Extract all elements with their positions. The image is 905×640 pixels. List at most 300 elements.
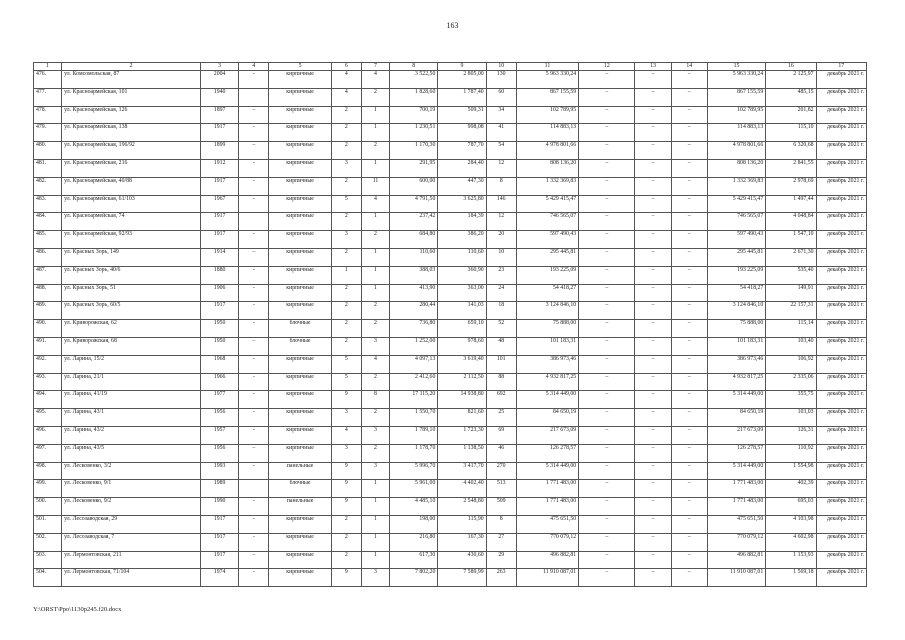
table-cell: ул. Лесозаводская, 29 — [62, 515, 201, 533]
table-cell: – — [671, 231, 707, 249]
table-cell: 101 183,31 — [516, 337, 578, 355]
table-cell: 5 — [331, 355, 361, 373]
table-cell: – — [635, 320, 671, 338]
column-number-cell: 16 — [766, 63, 816, 71]
table-cell: декабрь 2021 г. — [816, 71, 866, 89]
table-cell: 2 — [361, 88, 389, 106]
table-cell: 1917 — [200, 515, 238, 533]
table-cell: – — [579, 124, 635, 142]
table-cell: 481. — [34, 159, 62, 177]
table-cell: – — [635, 569, 671, 587]
table-cell: 1 789,10 — [390, 426, 438, 444]
table-cell: 9 — [331, 498, 361, 516]
table-cell: 867 155,59 — [707, 88, 765, 106]
table-cell: 1917 — [200, 533, 238, 551]
table-cell: 295 445,81 — [707, 248, 765, 266]
table-cell: кирпичные — [269, 195, 331, 213]
table-cell: 4 — [361, 71, 389, 89]
table-cell: – — [671, 444, 707, 462]
table-cell: декабрь 2021 г. — [816, 124, 866, 142]
table-cell: 495. — [34, 409, 62, 427]
table-cell: 497. — [34, 444, 62, 462]
table-cell: 106,92 — [766, 355, 816, 373]
table-cell: 447,30 — [438, 177, 486, 195]
table-cell: – — [635, 337, 671, 355]
table-cell: – — [635, 373, 671, 391]
table-cell: – — [579, 248, 635, 266]
table-cell: 1 — [331, 266, 361, 284]
table-cell: ул. Ларина, 43/2 — [62, 426, 201, 444]
table-cell: 75 888,00 — [707, 320, 765, 338]
table-cell: кирпичные — [269, 88, 331, 106]
table-cell: 509,31 — [438, 106, 486, 124]
table-row — [34, 320, 867, 338]
table-cell: - — [239, 302, 269, 320]
table-cell: декабрь 2021 г. — [816, 159, 866, 177]
column-number-cell: 4 — [239, 63, 269, 71]
table-cell: 494. — [34, 391, 62, 409]
table-cell: – — [635, 515, 671, 533]
table-cell: – — [671, 142, 707, 160]
table-cell: 1 554,98 — [766, 462, 816, 480]
table-cell: – — [579, 213, 635, 231]
table-cell: – — [579, 498, 635, 516]
table-cell: 2 — [361, 302, 389, 320]
table-cell: 7 802,20 — [390, 569, 438, 587]
table-cell: – — [671, 533, 707, 551]
table-cell: 485. — [34, 231, 62, 249]
table-cell: 736,80 — [390, 320, 438, 338]
table-row — [34, 355, 867, 373]
table-cell: - — [239, 355, 269, 373]
column-number-cell: 13 — [635, 63, 671, 71]
table-cell: 295 445,81 — [516, 248, 578, 266]
table-cell: 1 569,18 — [766, 569, 816, 587]
table-row — [34, 462, 867, 480]
table-cell: – — [671, 266, 707, 284]
table-cell: 597 490,43 — [516, 231, 578, 249]
table-cell: 496 882,81 — [516, 551, 578, 569]
table-cell: 535,40 — [766, 266, 816, 284]
table-cell: 509 — [486, 498, 516, 516]
table-cell: – — [579, 142, 635, 160]
table-cell: 1917 — [200, 177, 238, 195]
table-cell: 1 723,30 — [438, 426, 486, 444]
table-cell: 488. — [34, 284, 62, 302]
table-cell: 114 883,13 — [516, 124, 578, 142]
table-cell: 1917 — [200, 213, 238, 231]
table-row — [34, 569, 867, 587]
table-cell: 217 673,09 — [707, 426, 765, 444]
table-cell: 2 — [331, 515, 361, 533]
table-cell: 500. — [34, 498, 62, 516]
table-cell: – — [671, 106, 707, 124]
table-cell: 695,03 — [766, 498, 816, 516]
table-cell: декабрь 2021 г. — [816, 498, 866, 516]
table-cell: 22 157,31 — [766, 302, 816, 320]
table-cell: 3 417,70 — [438, 462, 486, 480]
table-cell: 4 402,40 — [438, 480, 486, 498]
table-cell: 1 — [361, 551, 389, 569]
table-cell: 2 — [331, 248, 361, 266]
table-cell: кирпичные — [269, 71, 331, 89]
table-cell: – — [635, 266, 671, 284]
table-cell: ул. Лесозаводская, 7 — [62, 533, 201, 551]
table-cell: 746 565,07 — [707, 213, 765, 231]
table-cell: 8 — [361, 391, 389, 409]
table-cell: 1 — [361, 106, 389, 124]
table-cell: 5 314 449,00 — [516, 391, 578, 409]
table-cell: 490. — [34, 320, 62, 338]
table-cell: 1899 — [200, 142, 238, 160]
table-cell: ул. Ларина, 15/2 — [62, 355, 201, 373]
table-cell: – — [671, 284, 707, 302]
table-cell: 4 932 817,25 — [707, 373, 765, 391]
table-cell: 110,60 — [438, 248, 486, 266]
table-cell: кирпичные — [269, 551, 331, 569]
table-cell: 3 522,50 — [390, 71, 438, 89]
table-cell: ул. Красных Зорь, 40/6 — [62, 266, 201, 284]
table-cell: 513 — [486, 480, 516, 498]
table-cell: – — [671, 159, 707, 177]
table-cell: 1 138,50 — [438, 444, 486, 462]
table-cell: 413,90 — [390, 284, 438, 302]
table-cell: 110,60 — [390, 248, 438, 266]
table-cell: - — [239, 569, 269, 587]
table-cell: 787,70 — [438, 142, 486, 160]
table-cell: – — [635, 142, 671, 160]
table-cell: 1 153,93 — [766, 551, 816, 569]
table-cell: кирпичные — [269, 302, 331, 320]
table-cell: ул. Лесковенко, 3/2 — [62, 462, 201, 480]
table-cell: 280,44 — [390, 302, 438, 320]
table-cell: 1 771 483,00 — [516, 480, 578, 498]
table-cell: – — [635, 355, 671, 373]
table-cell: – — [635, 195, 671, 213]
table-cell: 1880 — [200, 266, 238, 284]
table-cell: 1966 — [200, 373, 238, 391]
table-cell: 5 961,00 — [390, 480, 438, 498]
table-cell: 1956 — [200, 409, 238, 427]
table-cell — [239, 88, 269, 106]
table-cell: 1906 — [200, 284, 238, 302]
table-cell: 130 — [486, 71, 516, 89]
table-cell: ул. Комсомольская, 87 — [62, 71, 201, 89]
table-cell: 1 — [361, 498, 389, 516]
table-cell: ул. Ларина, 41/19 — [62, 391, 201, 409]
table-cell: 386 973,46 — [516, 355, 578, 373]
table-cell: – — [635, 177, 671, 195]
table-cell: 1 — [361, 480, 389, 498]
table-cell: 492. — [34, 355, 62, 373]
table-cell: – — [635, 231, 671, 249]
table-cell: – — [635, 213, 671, 231]
table-cell: 126 278,57 — [707, 444, 765, 462]
table-cell: - — [239, 409, 269, 427]
table-cell: 3 124 846,10 — [707, 302, 765, 320]
table-cell: 483. — [34, 195, 62, 213]
table-cell: 1 497,44 — [766, 195, 816, 213]
table-cell: 1990 — [200, 498, 238, 516]
table-cell: - — [239, 177, 269, 195]
table-cell: 5 314 449,00 — [707, 391, 765, 409]
table-cell: 11 910 087,01 — [516, 569, 578, 587]
table-cell: – — [579, 391, 635, 409]
table-cell: кирпичные — [269, 177, 331, 195]
table-cell: ул. Ларина, 43/1 — [62, 409, 201, 427]
table-cell: 1974 — [200, 569, 238, 587]
table-cell: 2 841,55 — [766, 159, 816, 177]
table-cell: – — [579, 551, 635, 569]
table-cell: 4 — [361, 195, 389, 213]
table-cell: 198,00 — [390, 515, 438, 533]
table-cell: 1957 — [200, 426, 238, 444]
table-cell: - — [239, 391, 269, 409]
table-cell: блочные — [269, 320, 331, 338]
table-cell: 4 932 817,25 — [516, 373, 578, 391]
table-cell: – — [239, 551, 269, 569]
table-cell: декабрь 2021 г. — [816, 515, 866, 533]
table-cell: ул. Криворожская, 68 — [62, 337, 201, 355]
table-cell: 2 — [331, 284, 361, 302]
table-cell: – — [671, 213, 707, 231]
table-cell: ул. Красных Зорь, 51 — [62, 284, 201, 302]
table-cell: 498. — [34, 462, 62, 480]
table-cell: 263 — [486, 569, 516, 587]
table-cell: кирпичные — [269, 533, 331, 551]
table-cell: 101 183,31 — [707, 337, 765, 355]
table-cell: – — [579, 302, 635, 320]
table-cell: 617,30 — [390, 551, 438, 569]
table-cell: 2 — [361, 409, 389, 427]
table-cell: 1 771 483,00 — [516, 498, 578, 516]
table-cell: – — [579, 88, 635, 106]
table-cell: 9 — [331, 391, 361, 409]
table-cell: – — [671, 498, 707, 516]
table-cell: 2 671,30 — [766, 248, 816, 266]
table-cell: кирпичные — [269, 444, 331, 462]
table-cell: 475 651,50 — [707, 515, 765, 533]
table-cell: - — [239, 515, 269, 533]
table-cell: 1 178,70 — [390, 444, 438, 462]
table-cell: декабрь 2021 г. — [816, 284, 866, 302]
table-cell: - — [239, 284, 269, 302]
table-cell: – — [671, 569, 707, 587]
table-cell: 4 — [331, 71, 361, 89]
table-cell: – — [239, 248, 269, 266]
table-cell: 493. — [34, 373, 62, 391]
table-cell: 23 — [486, 266, 516, 284]
table-cell: – — [579, 515, 635, 533]
table-cell: – — [579, 569, 635, 587]
table-cell: 1917 — [200, 551, 238, 569]
table-cell: 2 — [331, 551, 361, 569]
table-cell: – — [579, 462, 635, 480]
table-cell: 217 673,09 — [516, 426, 578, 444]
table-cell: 2004 — [200, 71, 238, 89]
table-cell: ул. Криворожская, 62 — [62, 320, 201, 338]
table-cell: 3 — [331, 159, 361, 177]
table-cell: 9 — [331, 462, 361, 480]
table-cell: 4 978 801,66 — [707, 142, 765, 160]
table-cell: 484. — [34, 213, 62, 231]
table-cell: 386,20 — [438, 231, 486, 249]
table-cell: 193 225,09 — [516, 266, 578, 284]
table-cell: ул. Красных Зорь, 149 — [62, 248, 201, 266]
table-cell: 692 — [486, 391, 516, 409]
table-cell: – — [635, 409, 671, 427]
table-row — [34, 391, 867, 409]
table-cell: – — [579, 337, 635, 355]
table-row — [34, 302, 867, 320]
table-cell: 88 — [486, 373, 516, 391]
table-cell: 3 — [331, 231, 361, 249]
table-cell: 84 650,19 — [707, 409, 765, 427]
table-cell: 2 — [331, 106, 361, 124]
table-cell: 1940 — [200, 88, 238, 106]
table-cell: 8 — [486, 515, 516, 533]
table-row — [34, 248, 867, 266]
table-cell: – — [635, 71, 671, 89]
table-cell: 110,92 — [766, 444, 816, 462]
table-cell: 1 — [361, 284, 389, 302]
table-cell: декабрь 2021 г. — [816, 320, 866, 338]
table-row — [34, 409, 867, 427]
table-cell: ул. Лермонтовская, 71/104 — [62, 569, 201, 587]
table-cell: 491. — [34, 337, 62, 355]
table-cell: 1917 — [200, 231, 238, 249]
table-cell: декабрь 2021 г. — [816, 302, 866, 320]
table-cell: 101 — [486, 355, 516, 373]
table-cell: – — [579, 231, 635, 249]
table-cell: декабрь 2021 г. — [816, 355, 866, 373]
table-cell: декабрь 2021 г. — [816, 195, 866, 213]
table-cell: 5 314 449,00 — [516, 462, 578, 480]
table-cell: декабрь 2021 г. — [816, 391, 866, 409]
table-cell: 2 — [361, 444, 389, 462]
table-cell: – — [635, 391, 671, 409]
table-cell: 1956 — [200, 444, 238, 462]
table-row — [34, 195, 867, 213]
table-row — [34, 373, 867, 391]
table-cell: декабрь 2021 г. — [816, 213, 866, 231]
table-cell: – — [635, 462, 671, 480]
column-number-cell: 10 — [486, 63, 516, 71]
table-cell: – — [671, 462, 707, 480]
table-cell: 2 — [361, 142, 389, 160]
table-cell: 478. — [34, 106, 62, 124]
table-cell: – — [671, 515, 707, 533]
table-cell: 2 — [361, 373, 389, 391]
table-cell: 8 — [486, 177, 516, 195]
table-cell: - — [239, 373, 269, 391]
table-cell: 770 079,12 — [516, 533, 578, 551]
table-cell: 978,60 — [438, 337, 486, 355]
table-cell: 4 — [361, 355, 389, 373]
table-cell: 479. — [34, 124, 62, 142]
table-cell: 5 — [331, 195, 361, 213]
table-cell: 126,31 — [766, 426, 816, 444]
table-cell: - — [239, 124, 269, 142]
table-cell: – — [671, 391, 707, 409]
table-cell: - — [239, 195, 269, 213]
table-cell: – — [671, 355, 707, 373]
table-cell: 149,91 — [766, 284, 816, 302]
table-cell: ул. Красноармейская, 196/92 — [62, 142, 201, 160]
table-cell: 2 548,80 — [438, 498, 486, 516]
table-cell: 3 625,80 — [438, 195, 486, 213]
page-number: 163 — [446, 21, 459, 30]
table-cell: 52 — [486, 320, 516, 338]
table-cell: 5 314 449,00 — [707, 462, 765, 480]
table-cell: блочные — [269, 337, 331, 355]
table-cell: – — [579, 71, 635, 89]
column-number-cell: 5 — [269, 63, 331, 71]
table-cell: 1967 — [200, 195, 238, 213]
table-cell: 1914 — [200, 248, 238, 266]
table-row — [34, 124, 867, 142]
table-cell: 1968 — [200, 355, 238, 373]
table-cell: 659,10 — [438, 320, 486, 338]
table-body — [34, 71, 867, 587]
table-cell: декабрь 2021 г. — [816, 88, 866, 106]
table-cell: ул. Красноармейская, 126 — [62, 106, 201, 124]
table-cell: – — [671, 71, 707, 89]
table-cell: 1 230,51 — [390, 124, 438, 142]
table-cell: 3 — [361, 337, 389, 355]
table-cell: 237,42 — [390, 213, 438, 231]
column-number-cell: 12 — [579, 63, 635, 71]
column-number-cell: 8 — [390, 63, 438, 71]
table-cell: 216,80 — [390, 533, 438, 551]
table-cell: декабрь 2021 г. — [816, 231, 866, 249]
table-cell: 770 079,12 — [707, 533, 765, 551]
table-cell: 4 602,98 — [766, 533, 816, 551]
table-cell: 489. — [34, 302, 62, 320]
table-cell: декабрь 2021 г. — [816, 337, 866, 355]
table-cell: – — [635, 480, 671, 498]
table-cell: 2 805,00 — [438, 71, 486, 89]
table-cell: декабрь 2021 г. — [816, 266, 866, 284]
table-cell: 167,30 — [438, 533, 486, 551]
table-cell: 998,08 — [438, 124, 486, 142]
table-row — [34, 498, 867, 516]
table-cell: кирпичные — [269, 391, 331, 409]
table-cell: 54 418,27 — [516, 284, 578, 302]
table-cell: 1 — [361, 159, 389, 177]
table-cell: 126 278,57 — [516, 444, 578, 462]
table-cell: 2 — [331, 213, 361, 231]
table-cell: – — [635, 444, 671, 462]
table-cell: 2 125,97 — [766, 71, 816, 89]
table-cell: 1 332 369,83 — [516, 177, 578, 195]
table-cell: кирпичные — [269, 409, 331, 427]
table-cell: – — [671, 373, 707, 391]
table-cell: декабрь 2021 г. — [816, 444, 866, 462]
table-cell: 1 332 369,83 — [707, 177, 765, 195]
table-cell: 477. — [34, 88, 62, 106]
table-cell: – — [579, 266, 635, 284]
table-cell: декабрь 2021 г. — [816, 480, 866, 498]
table-cell: - — [239, 231, 269, 249]
table-cell: – — [671, 480, 707, 498]
table-cell: 480. — [34, 142, 62, 160]
table-cell: 402,39 — [766, 480, 816, 498]
table-cell: декабрь 2021 г. — [816, 373, 866, 391]
table-cell: - — [239, 426, 269, 444]
table-cell: 4 485,10 — [390, 498, 438, 516]
table-cell: 193 225,09 — [707, 266, 765, 284]
